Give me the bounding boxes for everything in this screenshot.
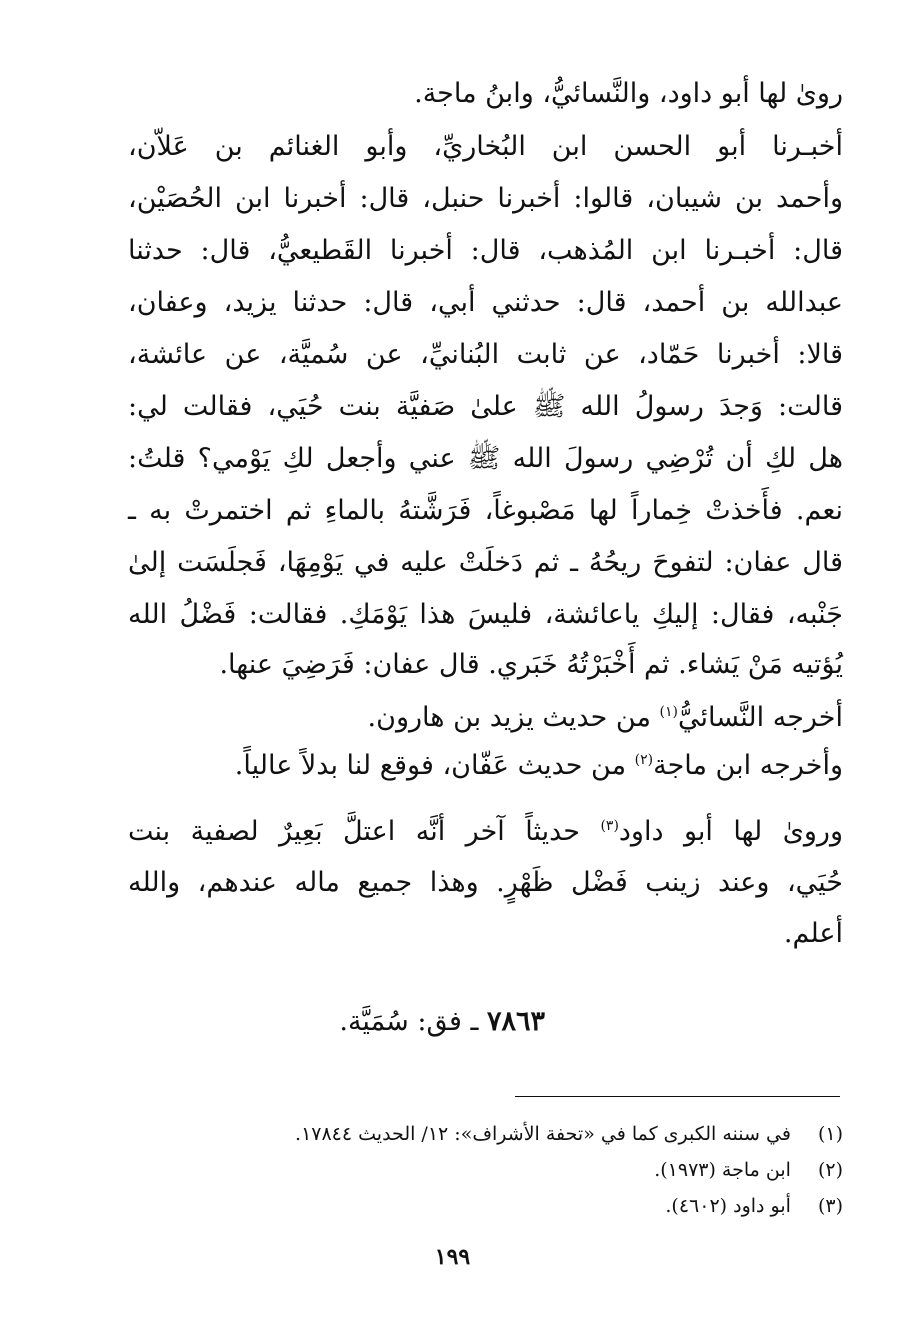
footnote-mark: (٢): [817, 1159, 843, 1181]
reference-text: حديثاً آخر أنَّه اعتلَّ بَعِيرٌ لصفية بنت: [128, 816, 601, 847]
text-line: قالا: أخبرنا حَمّاد، عن ثابت البُنانيِّ، عن سُميَّة، عن عائشة،: [128, 339, 843, 370]
text-line: أعلم.: [783, 918, 843, 949]
footnote-ref: (٣): [600, 818, 619, 834]
text-line: وأحمد بن شيبان، قالوا: أخبرنا حنبل، قال: أخبرنا ابن الحُصَيْن،: [128, 183, 844, 214]
reference-text: ورویٰ لها أبو داود: [618, 816, 843, 847]
text-line: رویٰ لها أبو داود، والنَّسائيُّ، وابنُ ماجة.: [414, 78, 843, 109]
reference-ibn-majah: [235, 746, 843, 786]
text-line: قالت: وَجدَ رسولُ الله ﷺ علیٰ صَفيَّة بنت حُيَي، فقالت لي:: [128, 391, 843, 422]
entry-number: ٧٨٦٣: [486, 1006, 545, 1037]
footnote-text: أبو داود (٤٦٠٢).: [665, 1195, 791, 1217]
footnote: [295, 1121, 843, 1147]
entry-text: فق: سُمَيَّة.: [339, 1006, 462, 1037]
page-number: ١٩٩: [434, 1244, 471, 1270]
text-line: عبدالله بن أحمد، قال: حدثني أبي، قال: حدثنا يزيد، وعفان،: [128, 287, 843, 318]
reference-text: من حديث عَفّان، فوقع لنا بدلاً عالياً.: [234, 750, 635, 781]
footnote-text: في سننه الكبرى كما في «تحفة الأشراف»: ١٢/ الحديث ١٧٨٤٤.: [295, 1123, 791, 1145]
reference-text: وأخرجه ابن ماجة: [653, 750, 843, 781]
footnote-separator: [515, 1096, 840, 1097]
entry-heading: [339, 1002, 545, 1042]
text-line: قال عفان: لتفوحَ ريحُهُ ـ ثم دَخلَتْ عليه في يَوْمِهَا، فَجلَسَت إلیٰ: [128, 547, 843, 578]
entry-dash: ـ: [461, 1006, 487, 1037]
text-line: قال: أخبـرنا ابن المُذهب، قال: أخبرنا القَطيعيُّ، قال: حدثنا: [128, 235, 843, 266]
footnote-mark: (٣): [817, 1195, 843, 1217]
footnote-ref: (٢): [634, 752, 654, 768]
reference-abu-dawud: [128, 812, 843, 852]
text-line: حُيَي، وعند زينب فَضْل ظَهْرٍ. وهذا جميع ماله عندهم، والله: [128, 867, 843, 898]
footnote-ref: (١): [659, 704, 678, 720]
footnote: [665, 1193, 843, 1219]
text-line: جَنْبه، فقال: إليكِ ياعائشة، فليسَ هذا يَوْمَكِ. فقالت: فَضْلُ الله: [128, 599, 843, 630]
text-line: يُؤتيه مَنْ يَشاء. ثم أَخْبَرْتُهُ خَبَري. قال عفان: فَرَضِيَ عنها.: [219, 649, 843, 680]
reference-text: من حديث يزيد بن هارون.: [367, 702, 660, 733]
text-line: أخبـرنا أبو الحسن ابن البُخاريِّ، وأبو الغنائم بن عَلاّن،: [128, 131, 843, 162]
footnote: [654, 1157, 843, 1183]
footnote-text: ابن ماجة (١٩٧٣).: [654, 1159, 791, 1181]
reference-nasai: [368, 698, 843, 738]
footnote-mark: (١): [817, 1123, 843, 1145]
reference-text: أخرجه النَّسائيُّ: [677, 702, 843, 733]
text-line: نعم. فأَخذتْ خِماراً لها مَصْبوغاً، فَرَشَّتهُ بالماءِ ثم اختمرتْ به ـ: [128, 495, 843, 526]
text-line: هل لكِ أن تُرْضِي رسولَ الله ﷺ عني وأجعل لكِ يَوْمي؟ قلتُ:: [128, 443, 843, 474]
